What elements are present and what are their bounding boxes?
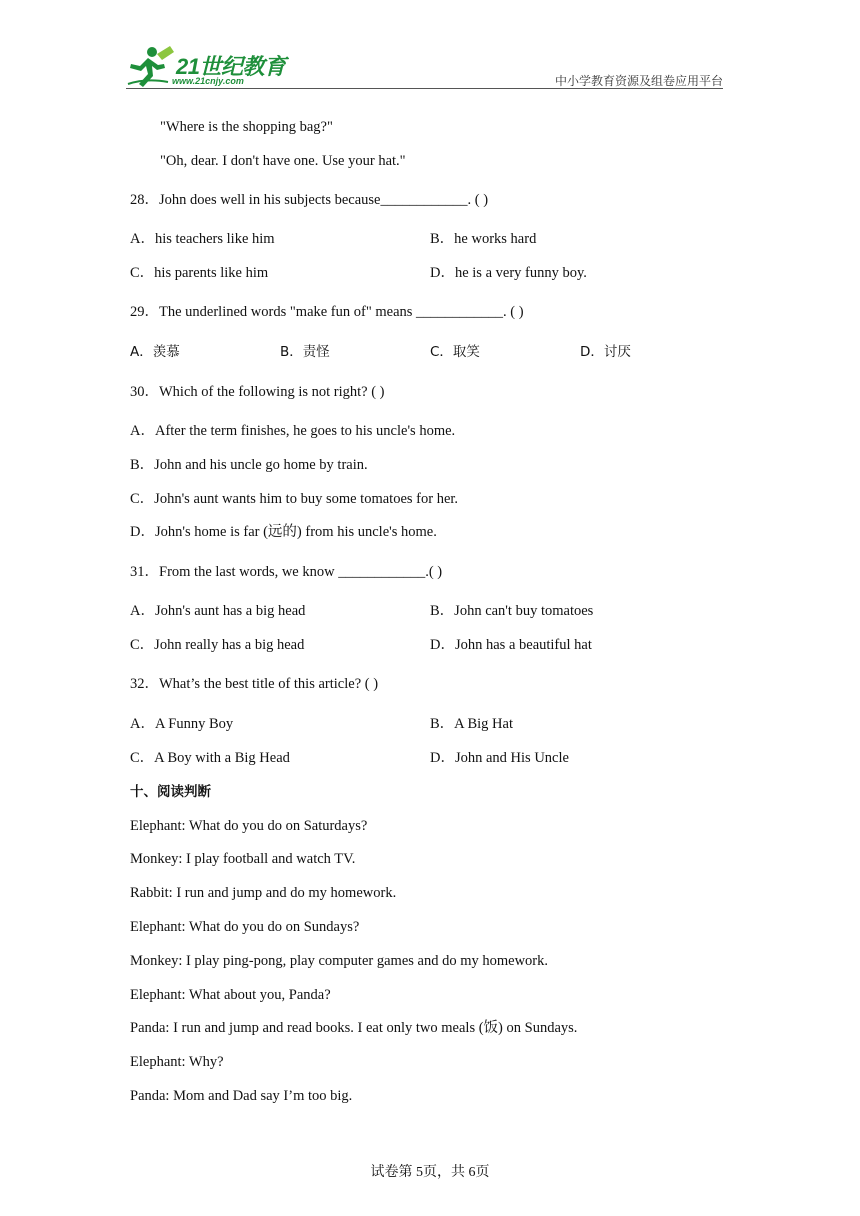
question-28-stem: 28．John does well in his subjects because____________. ( ) [130, 192, 489, 208]
dialogue-line: Monkey: I play ping-pong, play computer games and do my homework. [130, 953, 549, 969]
runner-logo-icon [126, 44, 178, 90]
dialogue-line: Elephant: What about you, Panda? [130, 987, 331, 1003]
q29-option-b: B．责怪 [280, 344, 330, 360]
q32-option-c: C．A Boy with a Big Head [130, 750, 290, 766]
q28-option-c: C．his parents like him [130, 265, 269, 281]
dialogue-line: Elephant: What do you do on Sundays? [130, 919, 360, 935]
question-31-stem: 31．From the last words, we know ____________.( ) [130, 564, 443, 580]
q28-option-d: D．he is a very funny boy. [430, 265, 587, 281]
q31-option-d: D．John has a beautiful hat [430, 637, 592, 653]
q28-option-b: B．he works hard [430, 231, 537, 247]
q32-option-b: B．A Big Hat [430, 716, 513, 732]
section-title: 十、阅读判断 [130, 784, 211, 800]
q29-option-d: D．讨厌 [580, 344, 631, 360]
header-tagline: 中小学教育资源及组卷应用平台 [554, 74, 723, 88]
page-footer: 试卷第 5页，共 6页 [370, 1165, 490, 1180]
header-divider [126, 88, 723, 89]
q30-option-d: D．John's home is far (远的) from his uncle's home. [130, 524, 437, 540]
q30-option-c: C．John's aunt wants him to buy some tomatoes for her. [130, 491, 459, 507]
page-header [0, 0, 860, 100]
question-30-stem: 30．Which of the following is not right? ( ) [130, 384, 385, 400]
q30-option-a: A．After the term finishes, he goes to his uncle's home. [130, 423, 456, 439]
dialogue-line: Monkey: I play football and watch TV. [130, 851, 356, 867]
q31-option-c: C．John really has a big head [130, 637, 305, 653]
question-32-stem: 32．What’s the best title of this article? ( ) [130, 676, 379, 692]
q31-option-b: B．John can't buy tomatoes [430, 603, 594, 619]
q31-option-a: A．John's aunt has a big head [130, 603, 306, 619]
q32-option-a: A．A Funny Boy [130, 716, 234, 732]
q32-option-d: D．John and His Uncle [430, 750, 569, 766]
dialogue-line: Panda: I run and jump and read books. I eat only two meals (饭) on Sundays. [130, 1020, 578, 1036]
question-29-stem: 29．The underlined words "make fun of" means ____________. ( ) [130, 304, 524, 320]
dialogue-line: Rabbit: I run and jump and do my homework. [130, 885, 397, 901]
dialogue-line: Elephant: What do you do on Saturdays? [130, 818, 368, 834]
logo-text: 21世纪教育 [176, 54, 286, 79]
dialogue-line: Elephant: Why? [130, 1054, 224, 1070]
logo [126, 44, 296, 90]
passage-line: "Oh, dear. I don't have one. Use your hat." [160, 153, 406, 169]
dialogue-line: Panda: Mom and Dad say I’m too big. [130, 1088, 353, 1104]
q28-option-a: A．his teachers like him [130, 231, 275, 247]
q30-option-b: B．John and his uncle go home by train. [130, 457, 368, 473]
passage-line: "Where is the shopping bag?" [160, 119, 333, 135]
logo-url: www.21cnjy.com [172, 76, 244, 86]
q29-option-c: C．取笑 [430, 344, 480, 360]
q29-option-a: A．羡慕 [130, 344, 180, 360]
